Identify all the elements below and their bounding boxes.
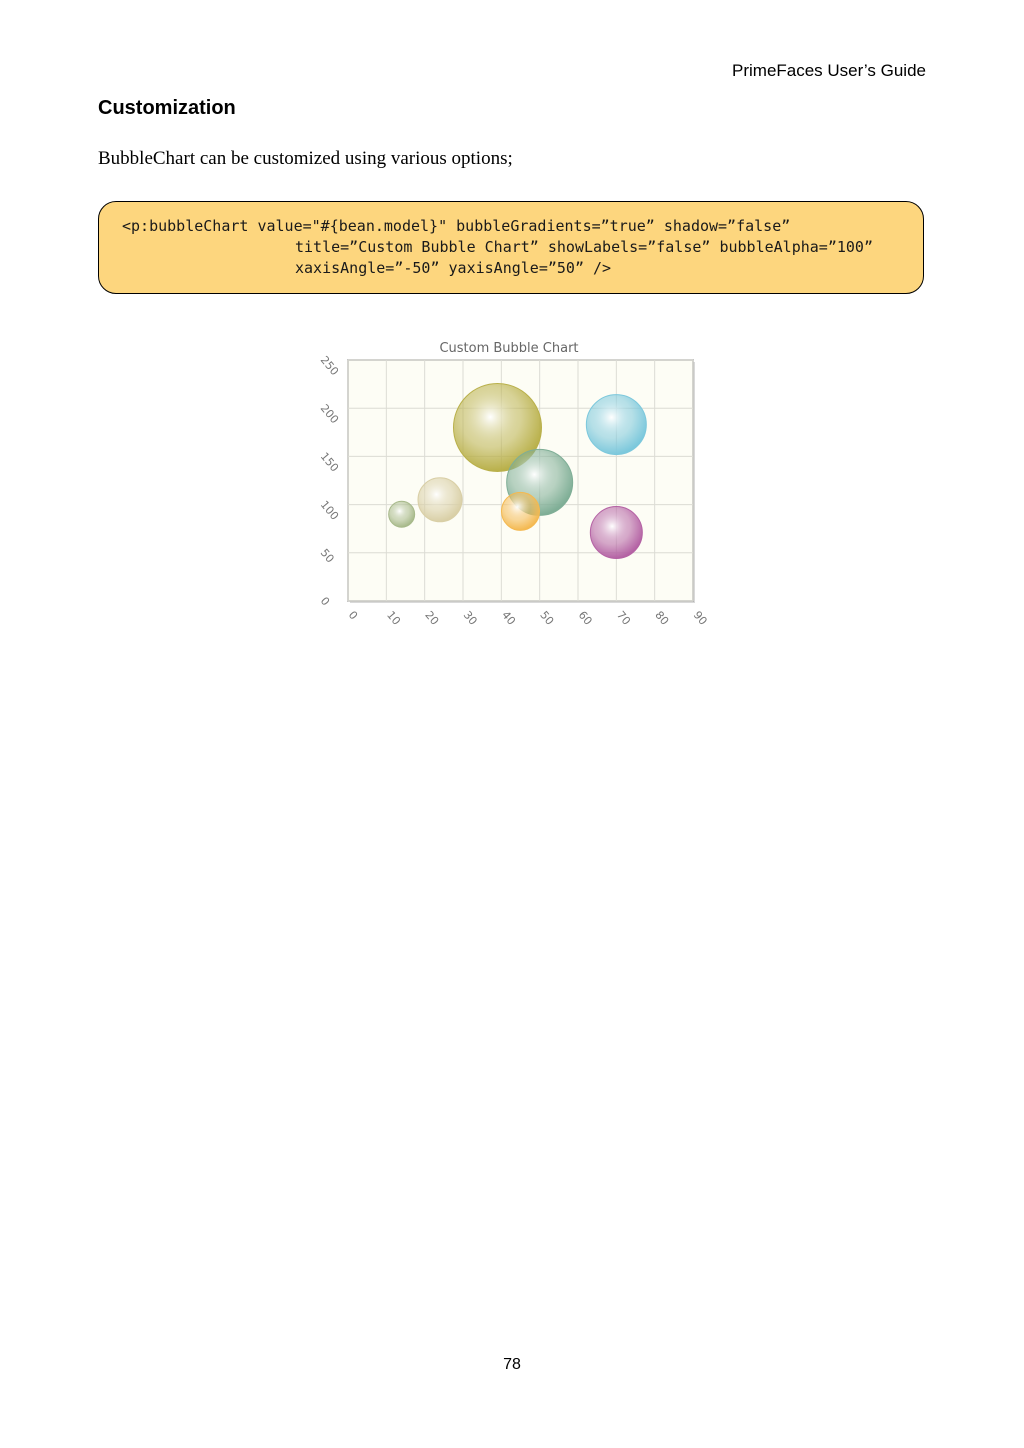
y-tick-label: 100: [317, 498, 342, 523]
y-tick-label: 150: [317, 449, 342, 475]
x-tick-label: 20: [422, 608, 442, 628]
x-tick-label: 80: [652, 608, 672, 628]
y-tick-label: 50: [317, 546, 337, 566]
bubble-chart: [300, 330, 710, 635]
chart-title: Custom Bubble Chart: [439, 341, 579, 356]
bubble: [586, 395, 646, 455]
code-line: xaxisAngle=”-50” yaxisAngle=”50” />: [295, 259, 612, 277]
x-tick-label: 0: [345, 608, 361, 623]
y-tick-label: 250: [317, 353, 342, 379]
x-tick-label: 10: [384, 608, 403, 628]
x-tick-label: 50: [537, 608, 557, 628]
bubble: [502, 492, 540, 530]
bubble: [590, 507, 642, 559]
x-tick-label: 30: [460, 608, 480, 628]
x-tick-label: 70: [614, 608, 633, 628]
x-tick-label: 60: [575, 608, 595, 628]
code-line: title=”Custom Bubble Chart” showLabels=”false” bubbleAlpha=”100”: [295, 238, 873, 256]
x-tick-label: 90: [690, 608, 710, 628]
y-tick-label: 200: [317, 401, 342, 427]
page-number: 78: [503, 1356, 521, 1373]
bubble-chart-svg: [300, 330, 710, 635]
code-block: [98, 201, 924, 294]
running-header: PrimeFaces User’s Guide: [732, 61, 926, 80]
code-line: <p:bubbleChart value="#{bean.model}" bubbleGradients=”true” shadow=”false”: [122, 217, 791, 235]
x-tick-label: 40: [499, 608, 518, 628]
section-heading: Customization: [98, 97, 236, 119]
bubble: [389, 501, 415, 527]
y-tick-label: 0: [317, 594, 333, 609]
intro-paragraph: BubbleChart can be customized using various options;: [98, 148, 513, 169]
bubble: [418, 478, 462, 522]
